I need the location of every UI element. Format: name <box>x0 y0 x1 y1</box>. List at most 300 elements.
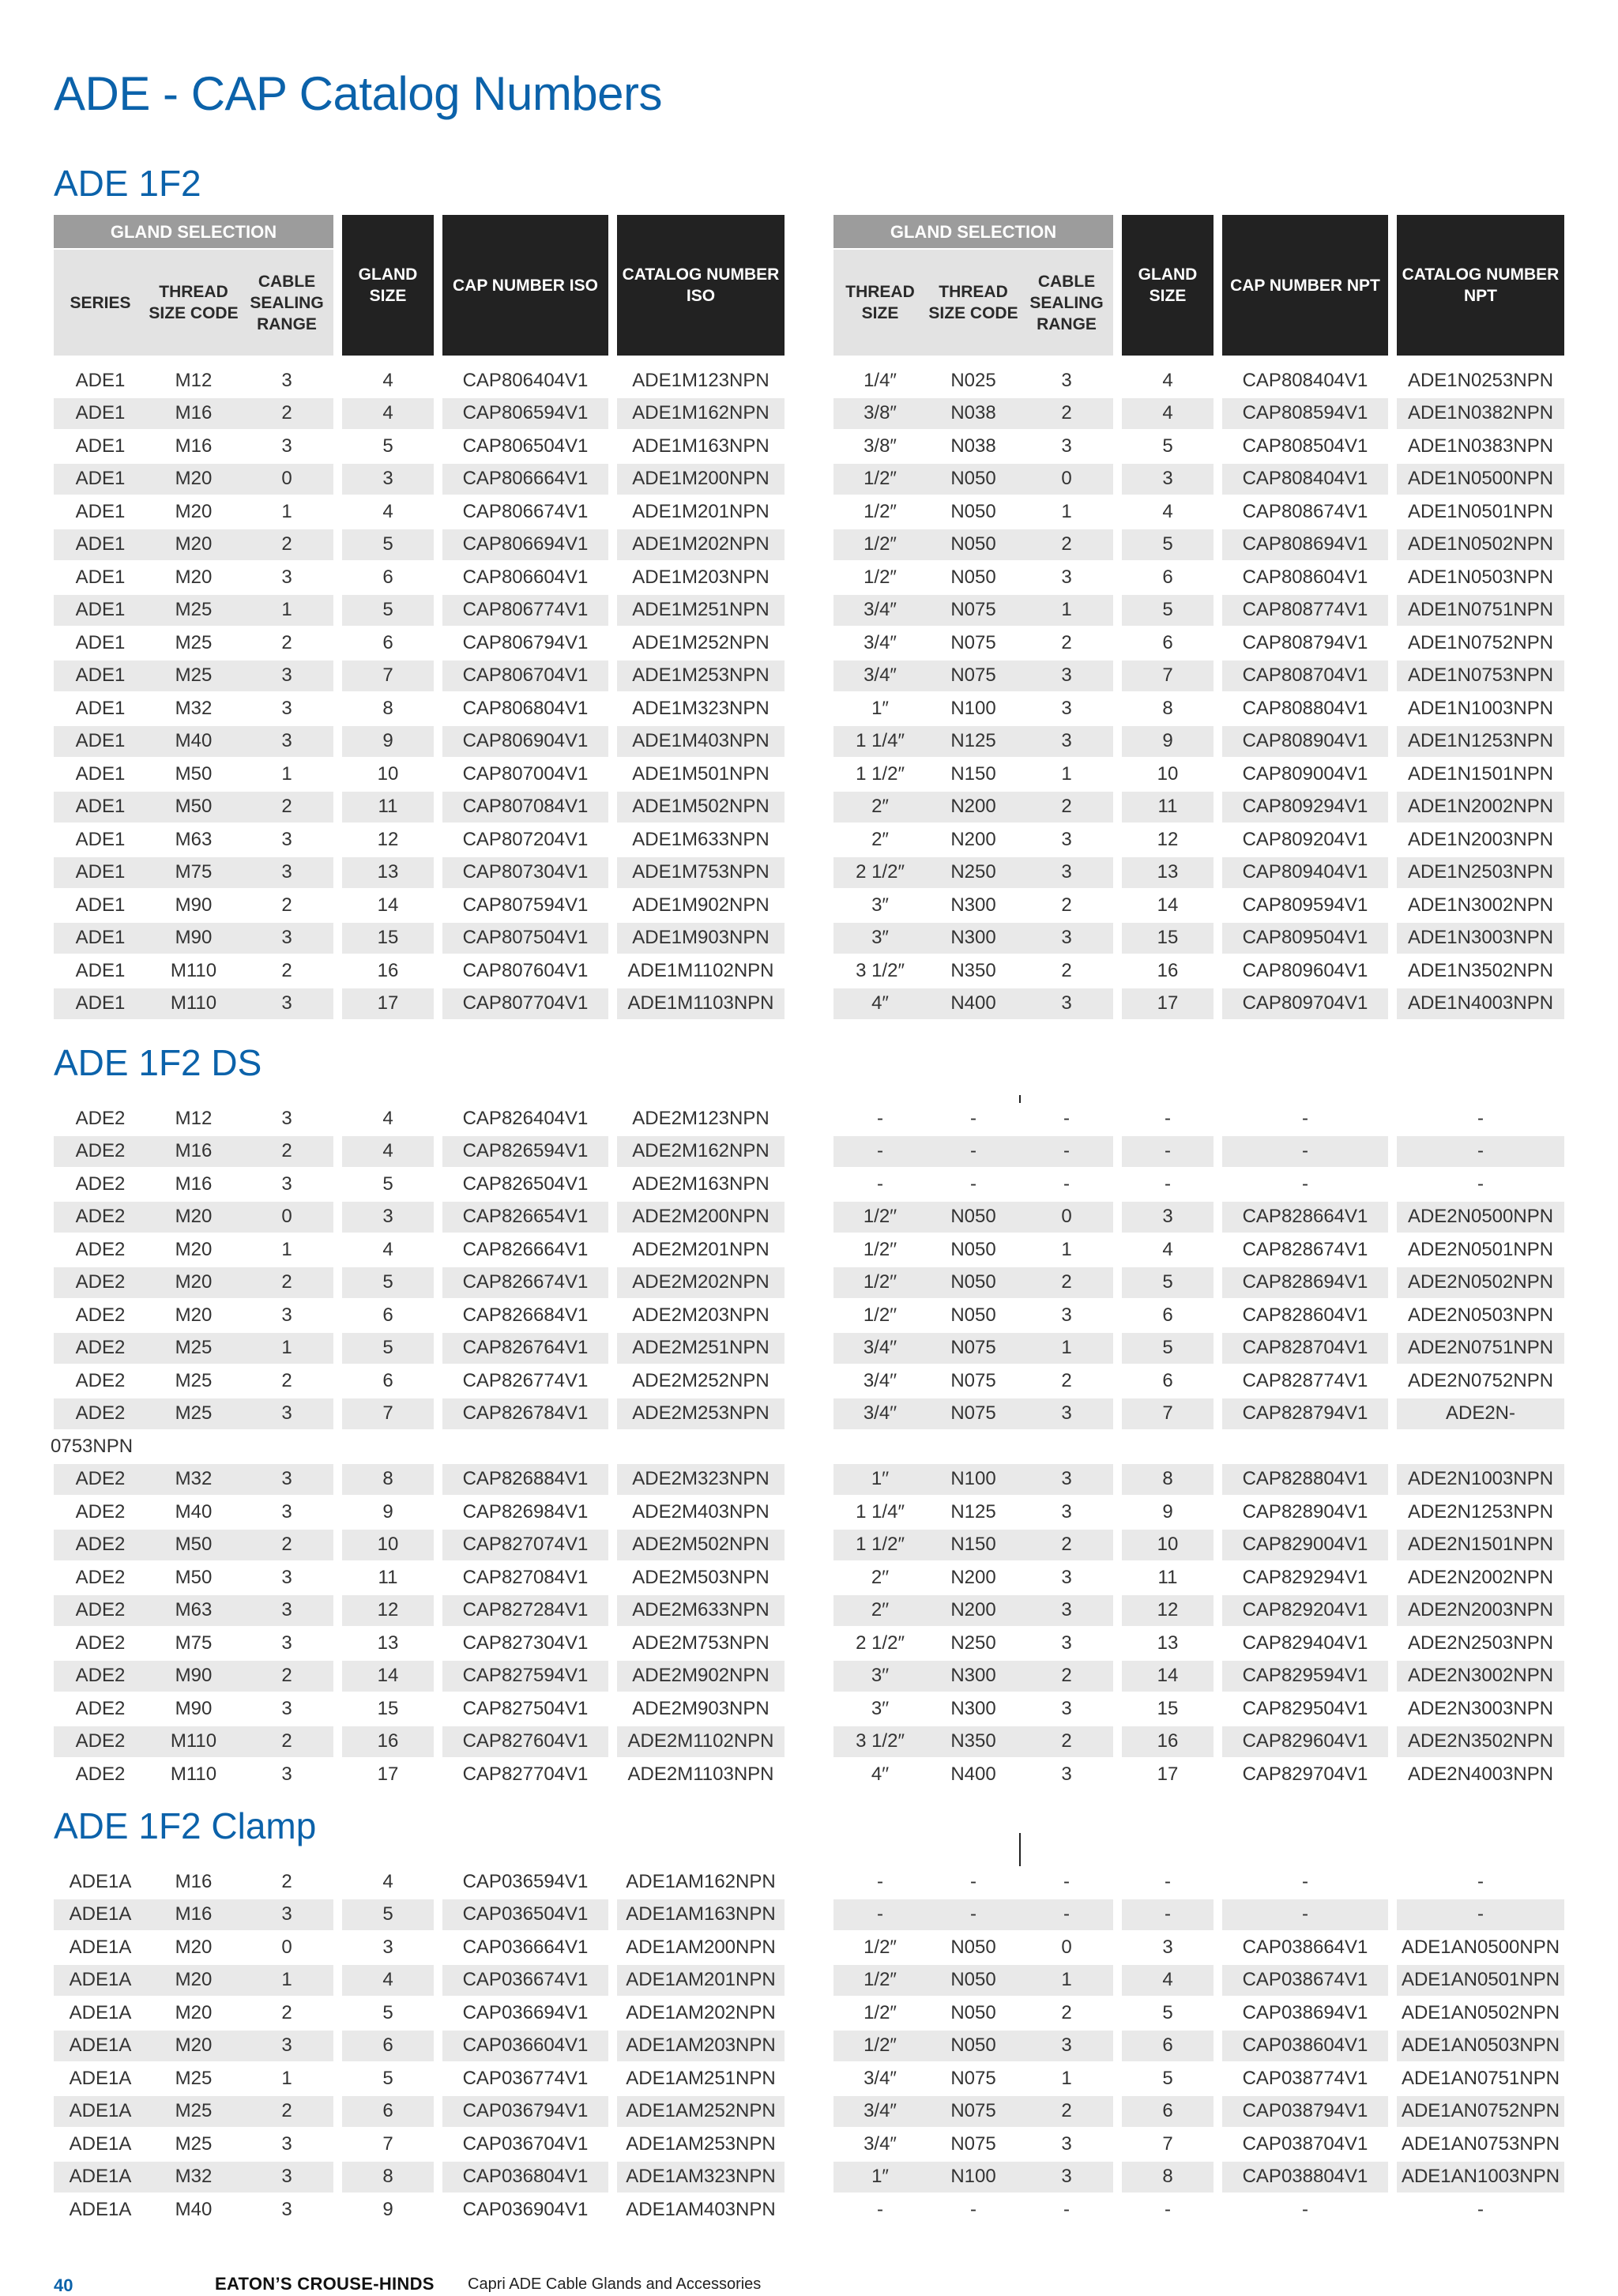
cell-catalog-number: ADE2N2002NPN <box>1397 1561 1564 1594</box>
cell-gland-size: 7 <box>342 2128 434 2161</box>
page-title: ADE - CAP Catalog Numbers <box>54 67 663 120</box>
cell-thread-code: N200 <box>927 823 1020 856</box>
cell-catalog-number: ADE1M502NPN <box>617 791 785 824</box>
cell-thread-size: 3/4′′ <box>833 1332 927 1365</box>
cell-catalog-number: ADE1M200NPN <box>617 463 785 496</box>
cell-sealing-range: 2 <box>1020 1364 1113 1398</box>
cell-sealing-range: 2 <box>240 1726 333 1759</box>
table-row <box>54 1267 785 1300</box>
table-row <box>833 1332 1564 1365</box>
cell-thread-code: N050 <box>927 2030 1020 2063</box>
cell-cap-number: CAP807084V1 <box>442 791 608 824</box>
cell-cap-number: CAP809504V1 <box>1222 922 1388 955</box>
footer-brand: EATON’S CROUSE-HINDS <box>215 2274 435 2294</box>
cell-cap-number: - <box>1222 1899 1388 1932</box>
cell-sealing-range: 1 <box>240 1964 333 1997</box>
cell-catalog-number: - <box>1397 1168 1564 1201</box>
cell-sealing-range: 3 <box>240 692 333 725</box>
cell-cap-number: - <box>1222 1168 1388 1201</box>
cell-thread-code: N050 <box>927 495 1020 529</box>
cell-series: ADE1 <box>54 856 147 890</box>
cell-thread-code: N075 <box>927 2128 1020 2161</box>
cell-gland-size: 14 <box>1122 889 1214 922</box>
table-row <box>54 1692 785 1726</box>
cell-series: ADE2 <box>54 1463 147 1496</box>
cell-cap-number: CAP829294V1 <box>1222 1561 1388 1594</box>
cell-cap-number: CAP826674V1 <box>442 1267 608 1300</box>
cell-sealing-range: 2 <box>240 627 333 660</box>
cell-catalog-number: ADE1N3002NPN <box>1397 889 1564 922</box>
cell-gland-size: 4 <box>342 495 434 529</box>
cell-gland-size: 9 <box>342 725 434 758</box>
table-row <box>54 1201 785 1234</box>
catalog-number-iso-header: CATALOG NUMBER ISO <box>617 215 785 356</box>
cell-thread-code: - <box>927 1866 1020 1899</box>
cell-cap-number: CAP827604V1 <box>442 1726 608 1759</box>
table-row <box>833 1594 1564 1628</box>
cell-gland-size: 7 <box>1122 1398 1214 1431</box>
table-row <box>54 495 785 529</box>
table-row <box>833 2193 1564 2226</box>
cell-cap-number: CAP806804V1 <box>442 692 608 725</box>
cell-sealing-range: 3 <box>1020 725 1113 758</box>
cell-catalog-number: ADE2M753NPN <box>617 1627 785 1660</box>
cell-cap-number: CAP827074V1 <box>442 1529 608 1562</box>
cell-gland-size: 11 <box>342 1561 434 1594</box>
cell-sealing-range: 3 <box>1020 823 1113 856</box>
cell-cap-number: CAP806794V1 <box>442 627 608 660</box>
cell-thread-code <box>927 1430 1020 1463</box>
cell-thread-code: M110 <box>147 954 240 988</box>
cell-catalog-number: ADE1N1253NPN <box>1397 725 1564 758</box>
table-row <box>54 1931 785 1964</box>
cell-series: ADE1 <box>54 627 147 660</box>
cell-gland-size: 12 <box>342 1594 434 1628</box>
cell-thread-code: M25 <box>147 660 240 693</box>
cell-gland-size: 16 <box>1122 954 1214 988</box>
cell-sealing-range: 2 <box>1020 1726 1113 1759</box>
cell-cap-number: CAP808604V1 <box>1222 561 1388 594</box>
cell-cap-number: CAP809004V1 <box>1222 758 1388 791</box>
cell-cap-number: CAP829404V1 <box>1222 1627 1388 1660</box>
cell-catalog-number: ADE1M163NPN <box>617 430 785 463</box>
cell-sealing-range: 1 <box>240 495 333 529</box>
cell-cap-number: - <box>1222 1866 1388 1899</box>
cell-sealing-range: 2 <box>1020 529 1113 562</box>
cell-gland-size: 4 <box>1122 1233 1214 1267</box>
cell-thread-code: N050 <box>927 1267 1020 1300</box>
cell-thread-size: - <box>833 1168 927 1201</box>
cell-gland-size: 6 <box>342 2030 434 2063</box>
cell-sealing-range: 3 <box>240 1758 333 1791</box>
cell-sealing-range: 3 <box>1020 365 1113 397</box>
cell-catalog-number: ADE1M253NPN <box>617 660 785 693</box>
cell-thread-code: M110 <box>147 1758 240 1791</box>
cell-thread-size: 1″ <box>833 692 927 725</box>
table-row <box>54 2030 785 2063</box>
cell-sealing-range: 2 <box>1020 627 1113 660</box>
cell-cap-number: - <box>1222 2193 1388 2226</box>
table-row <box>54 2193 785 2226</box>
cell-sealing-range: 2 <box>240 1364 333 1398</box>
cell-gland-size: 5 <box>342 529 434 562</box>
cell-catalog-number: ADE1AN0501NPN <box>1397 1964 1564 1997</box>
cell-catalog-number: ADE1M252NPN <box>617 627 785 660</box>
cell-thread-code: - <box>927 1168 1020 1201</box>
cell-catalog-number: ADE1N0503NPN <box>1397 561 1564 594</box>
cell-sealing-range: 2 <box>1020 397 1113 431</box>
cell-sealing-range: 3 <box>240 1496 333 1529</box>
cell-gland-size: 14 <box>342 1660 434 1693</box>
table-row <box>833 791 1564 824</box>
cell-cap-number <box>1222 1430 1388 1463</box>
cell-catalog-number: ADE1M501NPN <box>617 758 785 791</box>
cell-sealing-range: 3 <box>1020 2030 1113 2063</box>
table-row <box>54 1135 785 1169</box>
table-ade-1f2-iso <box>54 365 785 1021</box>
cell-sealing-range: 3 <box>240 365 333 397</box>
cell-catalog-number: ADE1N4003NPN <box>1397 988 1564 1021</box>
cell-sealing-range: 3 <box>240 823 333 856</box>
cell-cap-number: CAP036704V1 <box>442 2128 608 2161</box>
cell-cap-number: - <box>1222 1103 1388 1135</box>
cell-thread-size: 4′′ <box>833 1758 927 1791</box>
cell-thread-size: - <box>833 1135 927 1169</box>
cell-thread-code <box>147 1430 240 1463</box>
cell-series: ADE1 <box>54 758 147 791</box>
cell-thread-size: - <box>833 1899 927 1932</box>
table-row <box>54 561 785 594</box>
cell-sealing-range: 3 <box>240 1627 333 1660</box>
cell-catalog-number: ADE2M323NPN <box>617 1463 785 1496</box>
cell-cap-number: CAP829604V1 <box>1222 1726 1388 1759</box>
cell-cap-number: CAP036504V1 <box>442 1899 608 1932</box>
cell-gland-size: 15 <box>342 922 434 955</box>
cell-thread-code: N050 <box>927 463 1020 496</box>
table-row <box>54 1594 785 1628</box>
cell-series: ADE1A <box>54 1931 147 1964</box>
cell-thread-code: N075 <box>927 2095 1020 2129</box>
cell-thread-size: 1 1/4″ <box>833 1496 927 1529</box>
table-ade-1f2-clamp-npt <box>833 1866 1564 2227</box>
cell-catalog-number: ADE1N0751NPN <box>1397 594 1564 627</box>
cell-sealing-range: 3 <box>240 561 333 594</box>
page-number: 40 <box>54 2275 73 2295</box>
cell-gland-size: 9 <box>1122 1496 1214 1529</box>
cable-sealing-range-header-npt: CABLE SEALING RANGE <box>1020 249 1113 356</box>
cell-gland-size: 8 <box>342 1463 434 1496</box>
cell-gland-size: - <box>1122 2193 1214 2226</box>
cell-gland-size: 6 <box>342 1364 434 1398</box>
cell-catalog-number: ADE1M202NPN <box>617 529 785 562</box>
cell-catalog-number: ADE1N3502NPN <box>1397 954 1564 988</box>
cell-cap-number: CAP828604V1 <box>1222 1299 1388 1332</box>
table-ade-1f2-clamp-iso <box>54 1866 785 2227</box>
cell-sealing-range: 3 <box>240 1299 333 1332</box>
cell-thread-code: M63 <box>147 823 240 856</box>
cell-gland-size: 12 <box>1122 823 1214 856</box>
cell-gland-size: 6 <box>1122 1364 1214 1398</box>
cell-thread-code: M20 <box>147 1997 240 2030</box>
cell-cap-number: CAP807704V1 <box>442 988 608 1021</box>
cell-thread-size: 2″ <box>833 823 927 856</box>
cell-sealing-range: 2 <box>240 1529 333 1562</box>
cell-catalog-number: ADE2N4003NPN <box>1397 1758 1564 1791</box>
cell-sealing-range: 0 <box>240 1201 333 1234</box>
cell-thread-size: 3/4″ <box>833 660 927 693</box>
cell-cap-number: CAP808504V1 <box>1222 430 1388 463</box>
cell-gland-size: 10 <box>342 1529 434 1562</box>
thread-size-code-header-npt: THREAD SIZE CODE <box>927 249 1020 356</box>
cell-thread-size: 3′′ <box>833 1692 927 1726</box>
table-ade-1f2-ds-npt <box>833 1103 1564 1792</box>
thread-size-code-header: THREAD SIZE CODE <box>147 249 240 356</box>
table-row <box>54 1299 785 1332</box>
cell-thread-code: M20 <box>147 1964 240 1997</box>
cell-sealing-range: 3 <box>1020 1594 1113 1628</box>
cell-thread-code: M40 <box>147 2193 240 2226</box>
cell-cap-number: CAP829004V1 <box>1222 1529 1388 1562</box>
cell-series: ADE1 <box>54 430 147 463</box>
table-row <box>54 1430 785 1463</box>
cell-series: ADE2 <box>54 1135 147 1169</box>
cell-thread-code: M90 <box>147 922 240 955</box>
thread-size-header: THREAD SIZE <box>833 249 927 356</box>
cell-cap-number: CAP808404V1 <box>1222 463 1388 496</box>
cell-sealing-range: 2 <box>1020 791 1113 824</box>
cell-gland-size: 7 <box>1122 660 1214 693</box>
cell-cap-number: CAP828664V1 <box>1222 1201 1388 1234</box>
cell-cap-number: CAP036904V1 <box>442 2193 608 2226</box>
cell-catalog-number: ADE1AM253NPN <box>617 2128 785 2161</box>
cell-thread-code: N300 <box>927 1660 1020 1693</box>
cell-catalog-number: ADE1AM403NPN <box>617 2193 785 2226</box>
table-row <box>833 889 1564 922</box>
cell-series: 0753NPN <box>51 1430 144 1463</box>
table-row <box>54 1964 785 1997</box>
table-row <box>833 1899 1564 1932</box>
table-row <box>54 463 785 496</box>
cell-sealing-range: 3 <box>240 660 333 693</box>
cell-series: ADE1 <box>54 660 147 693</box>
cell-gland-size: 3 <box>1122 1931 1214 1964</box>
cell-cap-number: CAP036674V1 <box>442 1964 608 1997</box>
table-ade-1f2-npt <box>833 365 1564 1021</box>
cell-sealing-range: 0 <box>1020 1931 1113 1964</box>
cell-gland-size: 5 <box>342 430 434 463</box>
cell-gland-size: 16 <box>1122 1726 1214 1759</box>
cell-thread-code: N075 <box>927 1332 1020 1365</box>
cell-series: ADE2 <box>54 1398 147 1431</box>
cell-thread-code: N200 <box>927 1594 1020 1628</box>
cell-catalog-number: ADE1M403NPN <box>617 725 785 758</box>
cell-catalog-number: ADE2M251NPN <box>617 1332 785 1365</box>
cell-gland-size: 4 <box>342 1866 434 1899</box>
cell-sealing-range: 1 <box>1020 495 1113 529</box>
cell-sealing-range: 1 <box>240 2062 333 2095</box>
cell-sealing-range: 3 <box>1020 1463 1113 1496</box>
cell-catalog-number: ADE2M902NPN <box>617 1660 785 1693</box>
cell-sealing-range: 1 <box>240 1332 333 1365</box>
cell-gland-size: 4 <box>1122 365 1214 397</box>
cell-catalog-number: ADE2M252NPN <box>617 1364 785 1398</box>
table-row <box>833 1299 1564 1332</box>
cell-catalog-number: ADE2M633NPN <box>617 1594 785 1628</box>
cell-thread-code: N075 <box>927 2062 1020 2095</box>
cell-sealing-range: 3 <box>240 725 333 758</box>
cell-gland-size: - <box>1122 1103 1214 1135</box>
cell-gland-size: 13 <box>1122 1627 1214 1660</box>
cell-thread-code: M40 <box>147 725 240 758</box>
gland-selection-header-npt: GLAND SELECTION <box>833 215 1113 249</box>
cell-catalog-number: ADE1N3003NPN <box>1397 922 1564 955</box>
cell-sealing-range: 3 <box>1020 1561 1113 1594</box>
cell-sealing-range: 3 <box>1020 1496 1113 1529</box>
cell-sealing-range: 3 <box>240 1398 333 1431</box>
cell-cap-number: CAP809404V1 <box>1222 856 1388 890</box>
cell-gland-size: 8 <box>1122 1463 1214 1496</box>
header-iso <box>54 215 785 357</box>
table-row <box>833 2030 1564 2063</box>
cell-cap-number: CAP806504V1 <box>442 430 608 463</box>
cell-catalog-number: ADE1M201NPN <box>617 495 785 529</box>
cell-series: ADE2 <box>54 1726 147 1759</box>
cell-sealing-range: 2 <box>240 889 333 922</box>
cell-sealing-range: 2 <box>240 1135 333 1169</box>
table-row <box>54 1997 785 2030</box>
cell-catalog-number: ADE1AM201NPN <box>617 1964 785 1997</box>
cell-thread-code: M25 <box>147 627 240 660</box>
cell-thread-code: M75 <box>147 856 240 890</box>
table-row <box>833 397 1564 431</box>
cell-thread-code: N075 <box>927 594 1020 627</box>
cell-series: ADE2 <box>54 1561 147 1594</box>
cell-gland-size: 4 <box>342 1135 434 1169</box>
cell-thread-code: N100 <box>927 2161 1020 2194</box>
cell-cap-number: CAP828704V1 <box>1222 1332 1388 1365</box>
cell-thread-size: 4″ <box>833 988 927 1021</box>
table-row <box>54 1233 785 1267</box>
cell-catalog-number: ADE1N0500NPN <box>1397 463 1564 496</box>
cell-catalog-number: ADE2N0752NPN <box>1397 1364 1564 1398</box>
cell-catalog-number: ADE2M503NPN <box>617 1561 785 1594</box>
cell-sealing-range <box>240 1430 333 1463</box>
cell-series: ADE2 <box>54 1364 147 1398</box>
cell-cap-number: CAP828904V1 <box>1222 1496 1388 1529</box>
table-row <box>54 725 785 758</box>
cell-catalog-number: ADE2M1103NPN <box>617 1758 785 1791</box>
cell-cap-number: CAP808804V1 <box>1222 692 1388 725</box>
cell-series: ADE1 <box>54 791 147 824</box>
table-row <box>833 1267 1564 1300</box>
cell-cap-number: CAP808704V1 <box>1222 660 1388 693</box>
cell-cap-number: CAP829504V1 <box>1222 1692 1388 1726</box>
cell-gland-size: 4 <box>1122 397 1214 431</box>
cell-thread-code: M16 <box>147 1866 240 1899</box>
cell-gland-size: 5 <box>342 1168 434 1201</box>
cell-gland-size: 7 <box>342 660 434 693</box>
cell-thread-size: 1/2″ <box>833 495 927 529</box>
table-row <box>54 1168 785 1201</box>
cell-gland-size: 7 <box>1122 2128 1214 2161</box>
cell-cap-number: CAP038674V1 <box>1222 1964 1388 1997</box>
cell-cap-number: CAP806604V1 <box>442 561 608 594</box>
cell-cap-number: CAP808904V1 <box>1222 725 1388 758</box>
cell-gland-size: 5 <box>342 594 434 627</box>
cell-thread-size: 3′′ <box>833 1660 927 1693</box>
cell-gland-size: 5 <box>1122 2062 1214 2095</box>
cell-thread-code: N050 <box>927 529 1020 562</box>
cell-catalog-number: ADE2N2003NPN <box>1397 1594 1564 1628</box>
cell-catalog-number <box>1397 1430 1564 1463</box>
cell-series: ADE1A <box>54 2128 147 2161</box>
cell-thread-size: 1 1/2″ <box>833 1529 927 1562</box>
cell-gland-size: 10 <box>1122 758 1214 791</box>
cell-series: ADE1A <box>54 1899 147 1932</box>
cell-thread-code: M90 <box>147 889 240 922</box>
section-title-ade-1f2-ds: ADE 1F2 DS <box>54 1042 262 1083</box>
section-title-ade-1f2: ADE 1F2 <box>54 163 201 204</box>
cell-catalog-number: ADE1M323NPN <box>617 692 785 725</box>
cell-cap-number: CAP829704V1 <box>1222 1758 1388 1791</box>
cell-thread-code: M75 <box>147 1627 240 1660</box>
cell-thread-code: N050 <box>927 1299 1020 1332</box>
cell-sealing-range: 2 <box>240 397 333 431</box>
cell-sealing-range: 2 <box>240 954 333 988</box>
table-row <box>833 1496 1564 1529</box>
cell-catalog-number: ADE1AN0502NPN <box>1397 1997 1564 2030</box>
table-row <box>833 1964 1564 1997</box>
cell-thread-code: M12 <box>147 1103 240 1135</box>
cell-catalog-number: ADE1M162NPN <box>617 397 785 431</box>
cell-cap-number: CAP827284V1 <box>442 1594 608 1628</box>
cell-cap-number: CAP807304V1 <box>442 856 608 890</box>
cell-catalog-number: - <box>1397 1103 1564 1135</box>
table-row <box>54 2128 785 2161</box>
cell-sealing-range: 0 <box>240 463 333 496</box>
cell-cap-number: CAP827704V1 <box>442 1758 608 1791</box>
rows <box>54 365 785 1021</box>
table-row <box>833 660 1564 693</box>
cell-thread-size: 2 1/2″ <box>833 856 927 890</box>
cell-thread-code: M110 <box>147 988 240 1021</box>
cell-thread-code: N075 <box>927 1364 1020 1398</box>
cell-sealing-range: 3 <box>240 2030 333 2063</box>
cell-cap-number: CAP036664V1 <box>442 1931 608 1964</box>
cell-catalog-number: - <box>1397 1866 1564 1899</box>
cell-catalog-number: ADE2N0751NPN <box>1397 1332 1564 1365</box>
cell-sealing-range: 3 <box>240 2193 333 2226</box>
cell-catalog-number: ADE1AM323NPN <box>617 2161 785 2194</box>
cell-sealing-range: 2 <box>240 1267 333 1300</box>
table-row <box>54 2161 785 2194</box>
cell-sealing-range: 3 <box>240 1103 333 1135</box>
cell-series: ADE1 <box>54 954 147 988</box>
table-row <box>833 1726 1564 1759</box>
cell-cap-number: CAP829204V1 <box>1222 1594 1388 1628</box>
cell-sealing-range: 2 <box>1020 1267 1113 1300</box>
table-row <box>54 856 785 890</box>
cell-catalog-number: ADE1N0752NPN <box>1397 627 1564 660</box>
table-row <box>833 1561 1564 1594</box>
cell-sealing-range: 1 <box>1020 1233 1113 1267</box>
cell-thread-code: - <box>927 1103 1020 1135</box>
cell-thread-code: M32 <box>147 2161 240 2194</box>
cell-sealing-range: 2 <box>240 1997 333 2030</box>
cell-catalog-number: ADE2M903NPN <box>617 1692 785 1726</box>
cap-number-npt-header: CAP NUMBER NPT <box>1222 215 1388 356</box>
cell-sealing-range: - <box>1020 1866 1113 1899</box>
